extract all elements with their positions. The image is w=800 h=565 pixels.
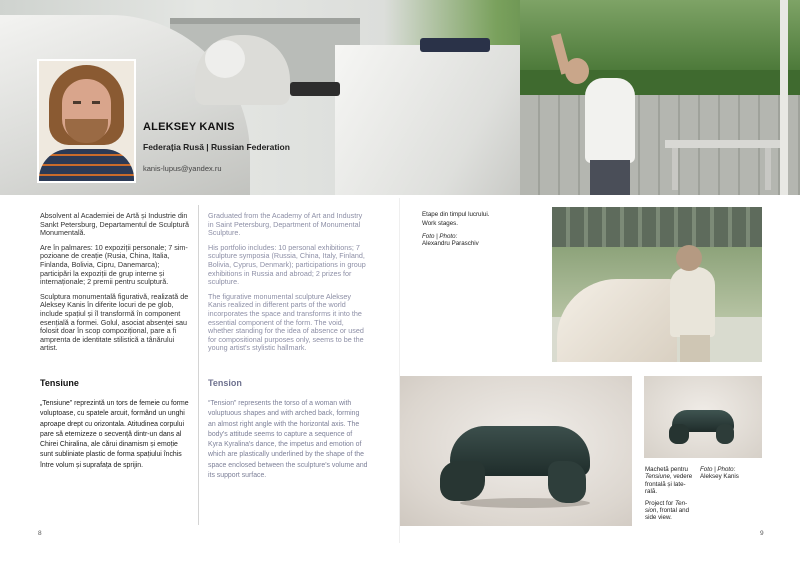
romanian-work-title: Tensiune [40, 378, 79, 388]
artist-portrait [37, 59, 136, 183]
caption-text: , frontal and side view. [645, 507, 690, 522]
photo-sculptor-legs [680, 335, 710, 362]
banner-table-leg [672, 148, 678, 190]
caption-photo-author: Aleksey Kanis [700, 473, 739, 481]
sculpture-leg [440, 461, 485, 501]
caption-text: Machetă pentru [645, 466, 688, 473]
caption-en [645, 500, 693, 522]
photo-sculptor-head [676, 245, 702, 271]
caption-text: , vedere frontală și late-rală. [645, 473, 693, 496]
banner-grinder-tool [420, 38, 490, 52]
romanian-bio-paragraph: Sculptura monumentală figurativă, realizată de Aleksey Kanis în diferite locuri de pe glob, include spațiul și îl transformă în component esențială a formei. Golul, asociat absenței sau folosit doar în scop compozițional, pare a fi amprenta de identitate stilistică a tânărului artist. [40, 291, 189, 353]
caption-photo-author: Alexandru Paraschiv [422, 240, 479, 248]
caption-ro [645, 466, 693, 496]
english-bio-paragraph: The figurative monumental sculpture Aleksey Kanis realized in different parts of the world incorporates the space and transforms it into the essential component of the form. The void, whether standing for the idea of absence or used for compositional purposes only, seems to be the young artist's stylistic hallmark. [208, 291, 364, 353]
banner-table [665, 140, 780, 148]
caption-photo-label: Foto | Photo: [700, 466, 736, 473]
page-number-right: 9 [760, 530, 764, 537]
banner-worker [585, 78, 635, 163]
photo-tent [552, 207, 762, 247]
sculpture-arm [548, 461, 586, 503]
caption-en: Work stages. [422, 220, 458, 228]
romanian-bio [40, 212, 190, 359]
tension-model-caption [645, 466, 693, 522]
caption-work-name: Ten-sion [645, 499, 688, 515]
work-stages-caption [422, 211, 502, 248]
column-divider [198, 205, 199, 525]
portrait-eye [92, 101, 100, 104]
sculpture-side-photo [644, 376, 762, 458]
english-work-title: Tension [208, 378, 242, 388]
sculpture-leg [669, 424, 689, 444]
portrait-eye [73, 101, 81, 104]
banner-grinder-tool [290, 82, 340, 96]
romanian-bio-paragraph: Are în palmares: 10 expoziții personale; 7 sim-pozioane de creație (Rusia, China, Italia, Finlanda, Bolivia, Cipru, Danemarca); participări la expoziții de grup interne și internaționale; 2 premii pentru sculptură. [40, 242, 188, 287]
sculpture-front-photo [400, 376, 632, 526]
english-work-description: “Tension” represents the torso of a woman with voluptuous shapes and with arched back, forming an almost right angle with the horizontal axis. The body's attitude seems to capture a sequence of Kyra Kyralina's dance, the impetus and emotion of which are plastically underlined by the shape of the space enclosed between the sculpture's volume and its support surface. [208, 400, 368, 480]
photo-sculptor [670, 267, 715, 337]
banner-marble-block [335, 45, 520, 195]
tension-photo-credit [700, 466, 755, 481]
english-bio-paragraph: Graduated from the Academy of Art and Industry in Saint Petersburg, Department of Monumental Sculpture. [208, 211, 363, 238]
artist-email[interactable]: kanis-lupus@yandex.ru [143, 164, 222, 173]
romanian-work-description: „Tensiune” reprezintă un tors de femeie cu forme voluptoase, cu spatele arcuit, formând un unghi aproape drept cu orizontala. Atitudinea corpului pare să eternizeze o secvență dintr-un dans al Chirei Chiralina, ale cărui dinamism și emoție sunt subliniate plastic de forma spațiului închis între volum și suprafața de sprijin. [40, 400, 189, 469]
english-bio [208, 212, 368, 359]
page-number-left: 8 [38, 530, 42, 537]
banner-pole [780, 0, 788, 195]
banner-sculptor-head [205, 40, 245, 78]
banner-worker-legs [590, 160, 630, 195]
artist-country: Federația Rusă | Russian Federation [143, 142, 290, 152]
artist-name: ALEKSEY KANIS [143, 121, 235, 133]
caption-ro: Etape din timpul lucrului. [422, 211, 490, 218]
banner-worker-head [565, 58, 589, 84]
caption-work-name: Tensiune [645, 473, 670, 481]
sculpture-arm [716, 424, 734, 444]
english-bio-paragraph: His portfolio includes: 10 personal exhibitions; 7 sculpture symposia (Russia, China, Italy, Finland, Bolivia, Cyprus, Denmark); participations in group exhibitions in Russia and abroad; 2 prizes for sculpture. [208, 242, 366, 287]
romanian-bio-paragraph: Absolvent al Academiei de Artă și Industrie din Sankt Petersburg, Departamentul de Sculptură Monumentală. [40, 211, 190, 238]
caption-photo-label: Foto | Photo: [422, 232, 458, 240]
banner-table-leg [765, 148, 771, 190]
caption-text: Project for [645, 499, 674, 507]
portrait-shirt [39, 149, 134, 181]
work-stage-photo [552, 207, 762, 362]
